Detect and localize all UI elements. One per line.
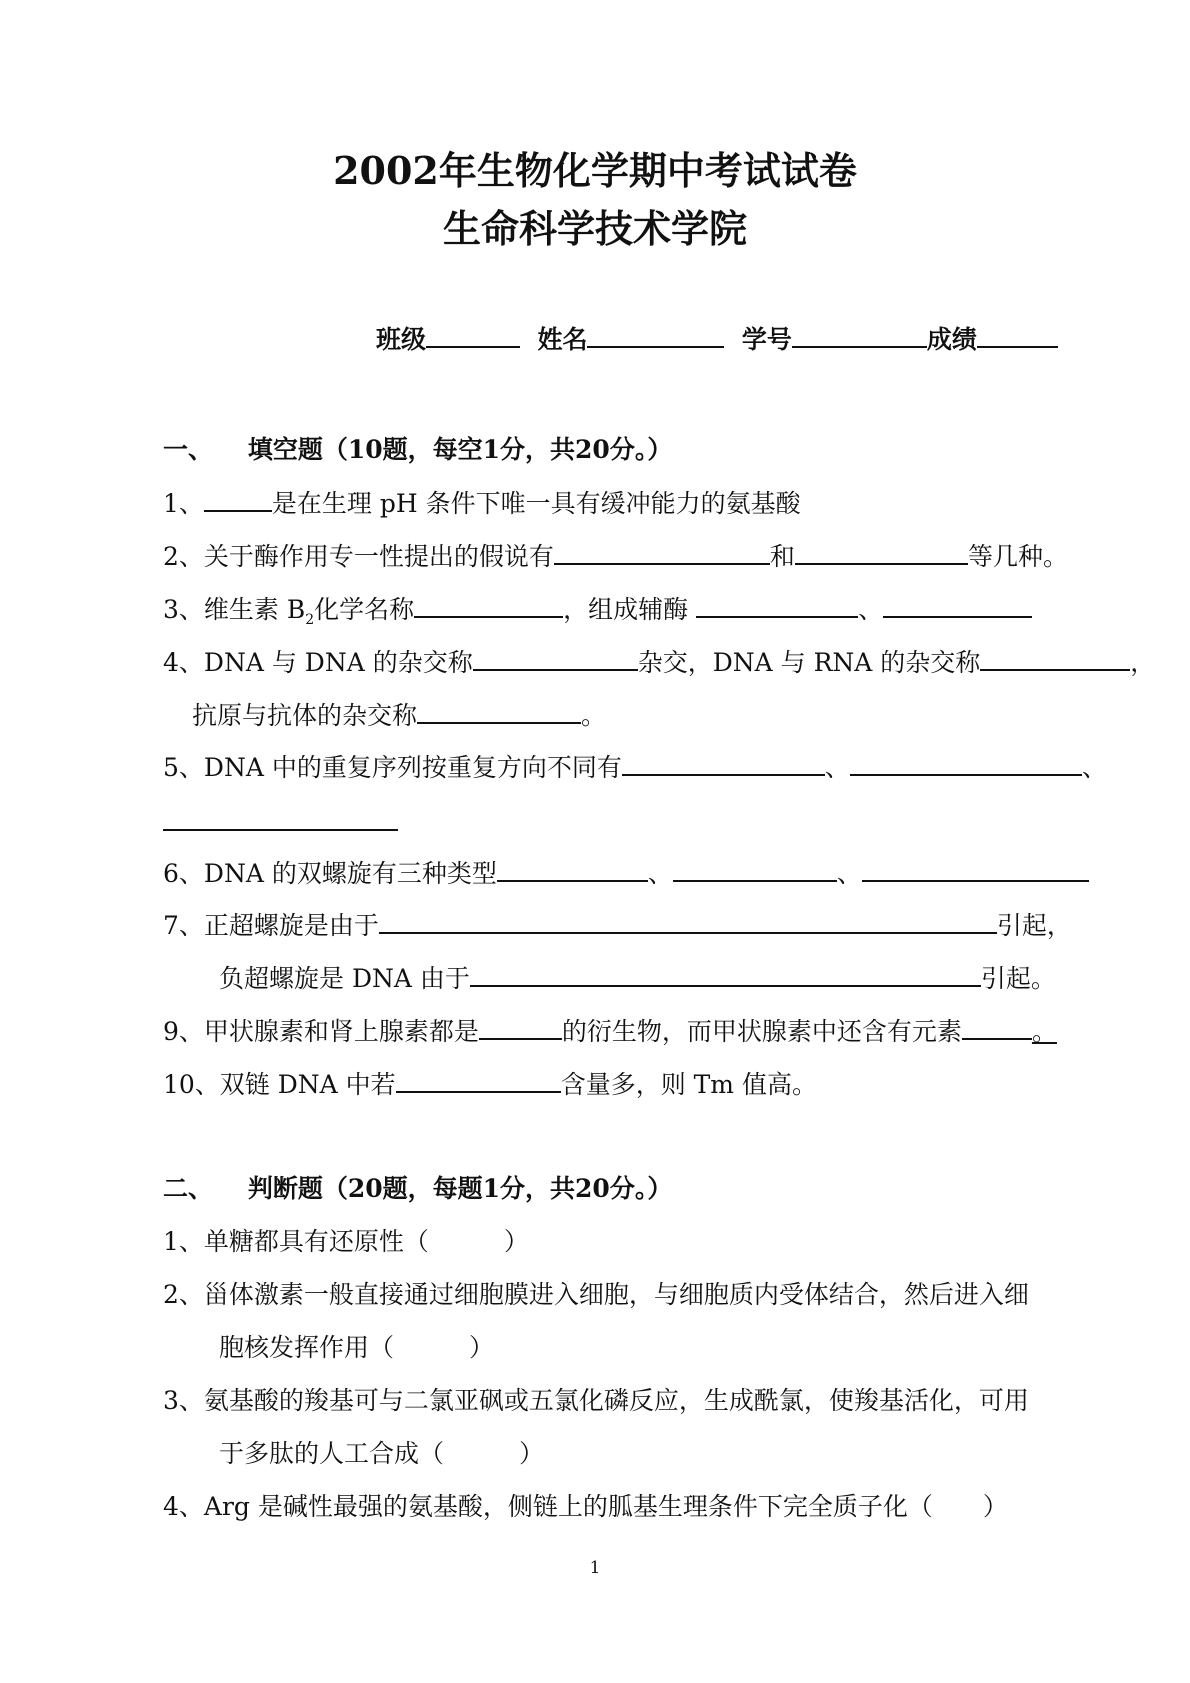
name-blank[interactable] bbox=[587, 322, 724, 348]
section-title: 判断题（20题，每题1分，共20分。） bbox=[247, 1174, 673, 1203]
blank[interactable] bbox=[862, 856, 1089, 882]
section-title: 填空题（10题，每空1分，共20分。） bbox=[247, 435, 673, 464]
blank[interactable] bbox=[795, 539, 968, 565]
question-7-cont: 负超螺旋是 DNA 由于 引起。 bbox=[219, 961, 1056, 996]
title-line-2: 生命科学技术学院 bbox=[442, 206, 747, 251]
section-number: 一、 bbox=[163, 435, 214, 464]
question-6: 6、DNA 的双螺旋有三种类型 、 、 bbox=[163, 856, 1089, 891]
question-10: 10、双链 DNA 中若 含量多，则 Tm 值高。 bbox=[163, 1067, 817, 1102]
name-label: 姓名 bbox=[537, 325, 588, 354]
judge-1: 1、单糖都具有还原性（ ） bbox=[163, 1227, 529, 1256]
title-line-1: 2002年生物化学期中考试试卷 bbox=[333, 148, 857, 193]
blank[interactable] bbox=[396, 1067, 561, 1093]
blank[interactable] bbox=[414, 592, 563, 618]
blank[interactable] bbox=[473, 645, 638, 671]
judge-4: 4、Arg 是碱性最强的氨基酸，侧链上的胍基生理条件下完全质子化（ ） bbox=[163, 1492, 1008, 1521]
judge-2: 2、甾体激素一般直接通过细胞膜进入细胞，与细胞质内受体结合，然后进入细 bbox=[163, 1280, 1029, 1309]
judge-3-cont: 于多肽的人工合成（ ） bbox=[219, 1439, 545, 1468]
score-label: 成绩 bbox=[926, 325, 977, 354]
blank[interactable] bbox=[470, 961, 981, 987]
blank[interactable] bbox=[379, 908, 997, 934]
section-1-heading bbox=[163, 433, 672, 467]
page-number: 1 bbox=[589, 1558, 601, 1578]
blank[interactable] bbox=[980, 645, 1130, 671]
question-4-cont: 抗原与抗体的杂交称 。 bbox=[192, 698, 606, 733]
blank[interactable] bbox=[696, 592, 858, 618]
blank[interactable] bbox=[883, 592, 1032, 618]
judge-3: 3、氨基酸的羧基可与二氯亚砜或五氯化磷反应，生成酰氯，使羧基活化，可用 bbox=[163, 1386, 1029, 1415]
blank[interactable] bbox=[163, 805, 398, 831]
blank[interactable] bbox=[554, 539, 770, 565]
judge-2-cont: 胞核发挥作用（ ） bbox=[219, 1333, 495, 1362]
section-2-heading bbox=[163, 1172, 672, 1206]
question-7: 7、正超螺旋是由于 引起， bbox=[163, 908, 1072, 943]
question-3: 3、维生素 $B_2$化学名称 ，组成辅酶 、 bbox=[163, 592, 1032, 637]
question-9: 9、甲状腺素和肾上腺素都是 的衍生物，而甲状腺素中还含有元素 。 bbox=[163, 1014, 1057, 1049]
question-5: 5、DNA 中的重复序列按重复方向不同有 、 、 bbox=[163, 750, 1107, 785]
blank[interactable] bbox=[673, 856, 837, 882]
info-line bbox=[376, 322, 1058, 357]
question-4: 4、DNA 与 DNA 的杂交称 杂交，DNA 与 RNA 的杂交称 ， bbox=[163, 645, 1155, 680]
blank[interactable] bbox=[479, 1014, 562, 1040]
question-2: 2、关于酶作用专一性提出的假说有 和 等几种。 bbox=[163, 539, 1068, 574]
class-label: 班级 bbox=[376, 325, 427, 354]
blank[interactable] bbox=[204, 486, 272, 512]
blank[interactable] bbox=[497, 856, 648, 882]
score-blank[interactable] bbox=[977, 322, 1058, 348]
blank[interactable] bbox=[417, 698, 581, 724]
question-5-cont bbox=[163, 805, 398, 840]
id-blank[interactable] bbox=[792, 322, 927, 348]
id-label: 学号 bbox=[741, 325, 792, 354]
question-1: 1、 是在生理 pH 条件下唯一具有缓冲能力的氨基酸 bbox=[163, 486, 801, 521]
class-blank[interactable] bbox=[426, 322, 520, 348]
blank[interactable] bbox=[850, 750, 1082, 776]
blank[interactable] bbox=[962, 1014, 1032, 1040]
section-number: 二、 bbox=[163, 1174, 214, 1203]
blank[interactable] bbox=[622, 750, 825, 776]
